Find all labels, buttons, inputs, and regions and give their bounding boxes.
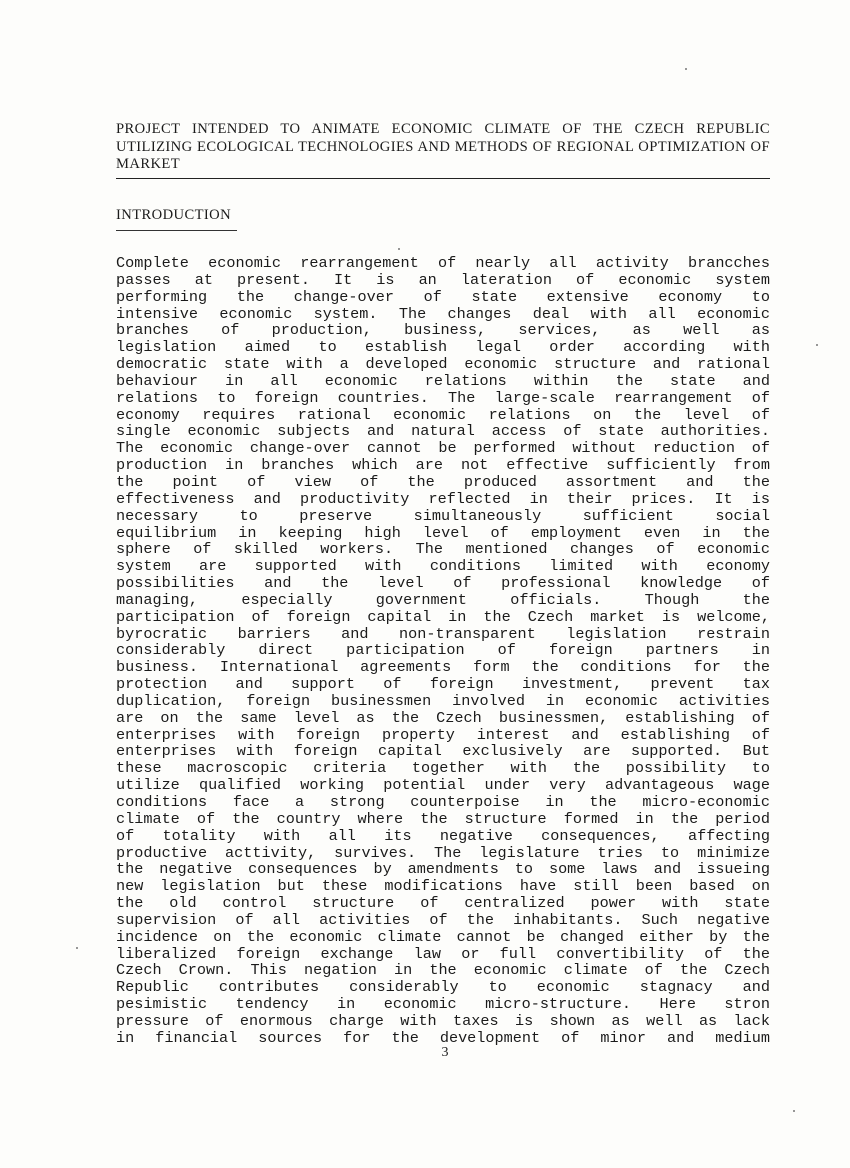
body-line: new legislation but these modifications have still been based on bbox=[116, 877, 770, 896]
body-line: utilize qualified working potential under very advantageous wage bbox=[116, 776, 770, 795]
body-line: necessary to preserve simultaneously sufficient social bbox=[116, 506, 770, 525]
body-line: business. International agreements form the conditions for the bbox=[116, 658, 770, 677]
body-line: participation of foreign capital in the Czech market is welcome, bbox=[116, 607, 770, 626]
body-line: the old control structure of centralized power with state bbox=[116, 894, 770, 913]
body-line: are on the same level as the Czech businessmen, establishing of bbox=[116, 708, 770, 727]
title-divider bbox=[116, 178, 770, 179]
scan-speck bbox=[685, 68, 687, 70]
body-line: byrocratic barriers and non-transparent legislation restrain bbox=[116, 624, 770, 643]
body-line: pressure of enormous charge with taxes is shown as well as lack bbox=[116, 1011, 770, 1030]
document-title: PROJECT INTENDED TO ANIMATE ECONOMIC CLIMATE OF THE CZECH REPUBLIC UTILIZING ECOLOGICAL TECHNOLOGIES AND METHODS OF REGIONAL OPTIMIZATION OF MARKET bbox=[116, 121, 770, 172]
body-line: passes at present. It is an lateration of economic system bbox=[116, 270, 770, 289]
body-line: behaviour in all economic relations within the state and bbox=[116, 371, 770, 390]
body-line: conditions face a strong counterpoise in the micro-economic bbox=[116, 793, 770, 811]
body-line: these macroscopic criteria together with the possibility to bbox=[116, 759, 770, 778]
body-line: duplication, foreign businessmen involved in economic activities bbox=[116, 691, 770, 710]
body-line: considerably direct participation of foreign partners in bbox=[116, 641, 770, 660]
body-line: possibilities and the level of professional knowledge of bbox=[116, 574, 770, 593]
body-line: protection and support of foreign investment, prevent tax bbox=[116, 675, 770, 694]
body-line: productive acttivity, survives. The legislature tries to minimize bbox=[116, 843, 770, 862]
body-line: enterprises with foreign capital exclusively are supported. But bbox=[116, 742, 770, 761]
body-line: legislation aimed to establish legal order according with bbox=[116, 338, 770, 357]
body-line: single economic subjects and natural access of state authorities. bbox=[116, 422, 770, 441]
body-text bbox=[116, 255, 770, 1047]
body-line: intensive economic system. The changes deal with all economic bbox=[116, 304, 770, 323]
scan-speck bbox=[76, 947, 78, 949]
body-line: pesimistic tendency in economic micro-structure. Here stron bbox=[116, 995, 770, 1014]
body-line: enterprises with foreign property interest and establishing of bbox=[116, 725, 770, 744]
body-line: branches of production, business, services, as well as bbox=[116, 321, 770, 340]
body-line: the negative consequences by amendments to some laws and issueing bbox=[116, 860, 770, 879]
body-line: relations to foreign countries. The large-scale rearrangement of bbox=[116, 388, 770, 407]
scan-speck bbox=[793, 1110, 795, 1112]
body-line: performing the change-over of state extensive economy to bbox=[116, 287, 770, 306]
section-heading-underline bbox=[116, 230, 237, 231]
body-line: managing, especially government officials. Though the bbox=[116, 590, 770, 609]
page-number: 3 bbox=[441, 1045, 449, 1060]
body-line: sphere of skilled workers. The mentioned changes of economic bbox=[116, 540, 770, 559]
body-line: effectiveness and productivity reflected in their prices. It is bbox=[116, 489, 770, 508]
body-line: equilibrium in keeping high level of employment even in the bbox=[116, 523, 770, 542]
body-line: liberalized foreign exchange law or full convertibility of the bbox=[116, 944, 770, 963]
body-line: economy requires rational economic relations on the level of bbox=[116, 405, 770, 424]
body-line: the point of view of the produced assortment and the bbox=[116, 472, 770, 491]
body-line: of totality with all its negative consequences, affecting bbox=[116, 826, 770, 845]
scan-speck bbox=[816, 344, 818, 346]
body-line: The economic change-over cannot be performed without reduction of bbox=[116, 439, 770, 458]
body-line: climate of the country where the structure formed in the period bbox=[116, 809, 770, 828]
body-line: Czech Crown. This negation in the economic climate of the Czech bbox=[116, 961, 770, 980]
body-line: supervision of all activities of the inhabitants. Such negative bbox=[116, 910, 770, 929]
body-line: Republic contributes considerably to economic stagnacy and bbox=[116, 978, 770, 997]
body-line: in financial sources for the development of minor and medium bbox=[116, 1028, 770, 1047]
body-line: democratic state with a developed economic structure and rational bbox=[116, 355, 770, 374]
section-heading: INTRODUCTION bbox=[116, 207, 232, 223]
body-line: Complete economic rearrangement of nearly all activity brancches bbox=[116, 254, 770, 272]
body-line: system are supported with conditions limited with economy bbox=[116, 557, 770, 576]
body-line: incidence on the economic climate cannot be changed either by the bbox=[116, 927, 770, 946]
scan-speck bbox=[398, 248, 400, 250]
body-line: production in branches which are not effective sufficiently from bbox=[116, 456, 770, 475]
